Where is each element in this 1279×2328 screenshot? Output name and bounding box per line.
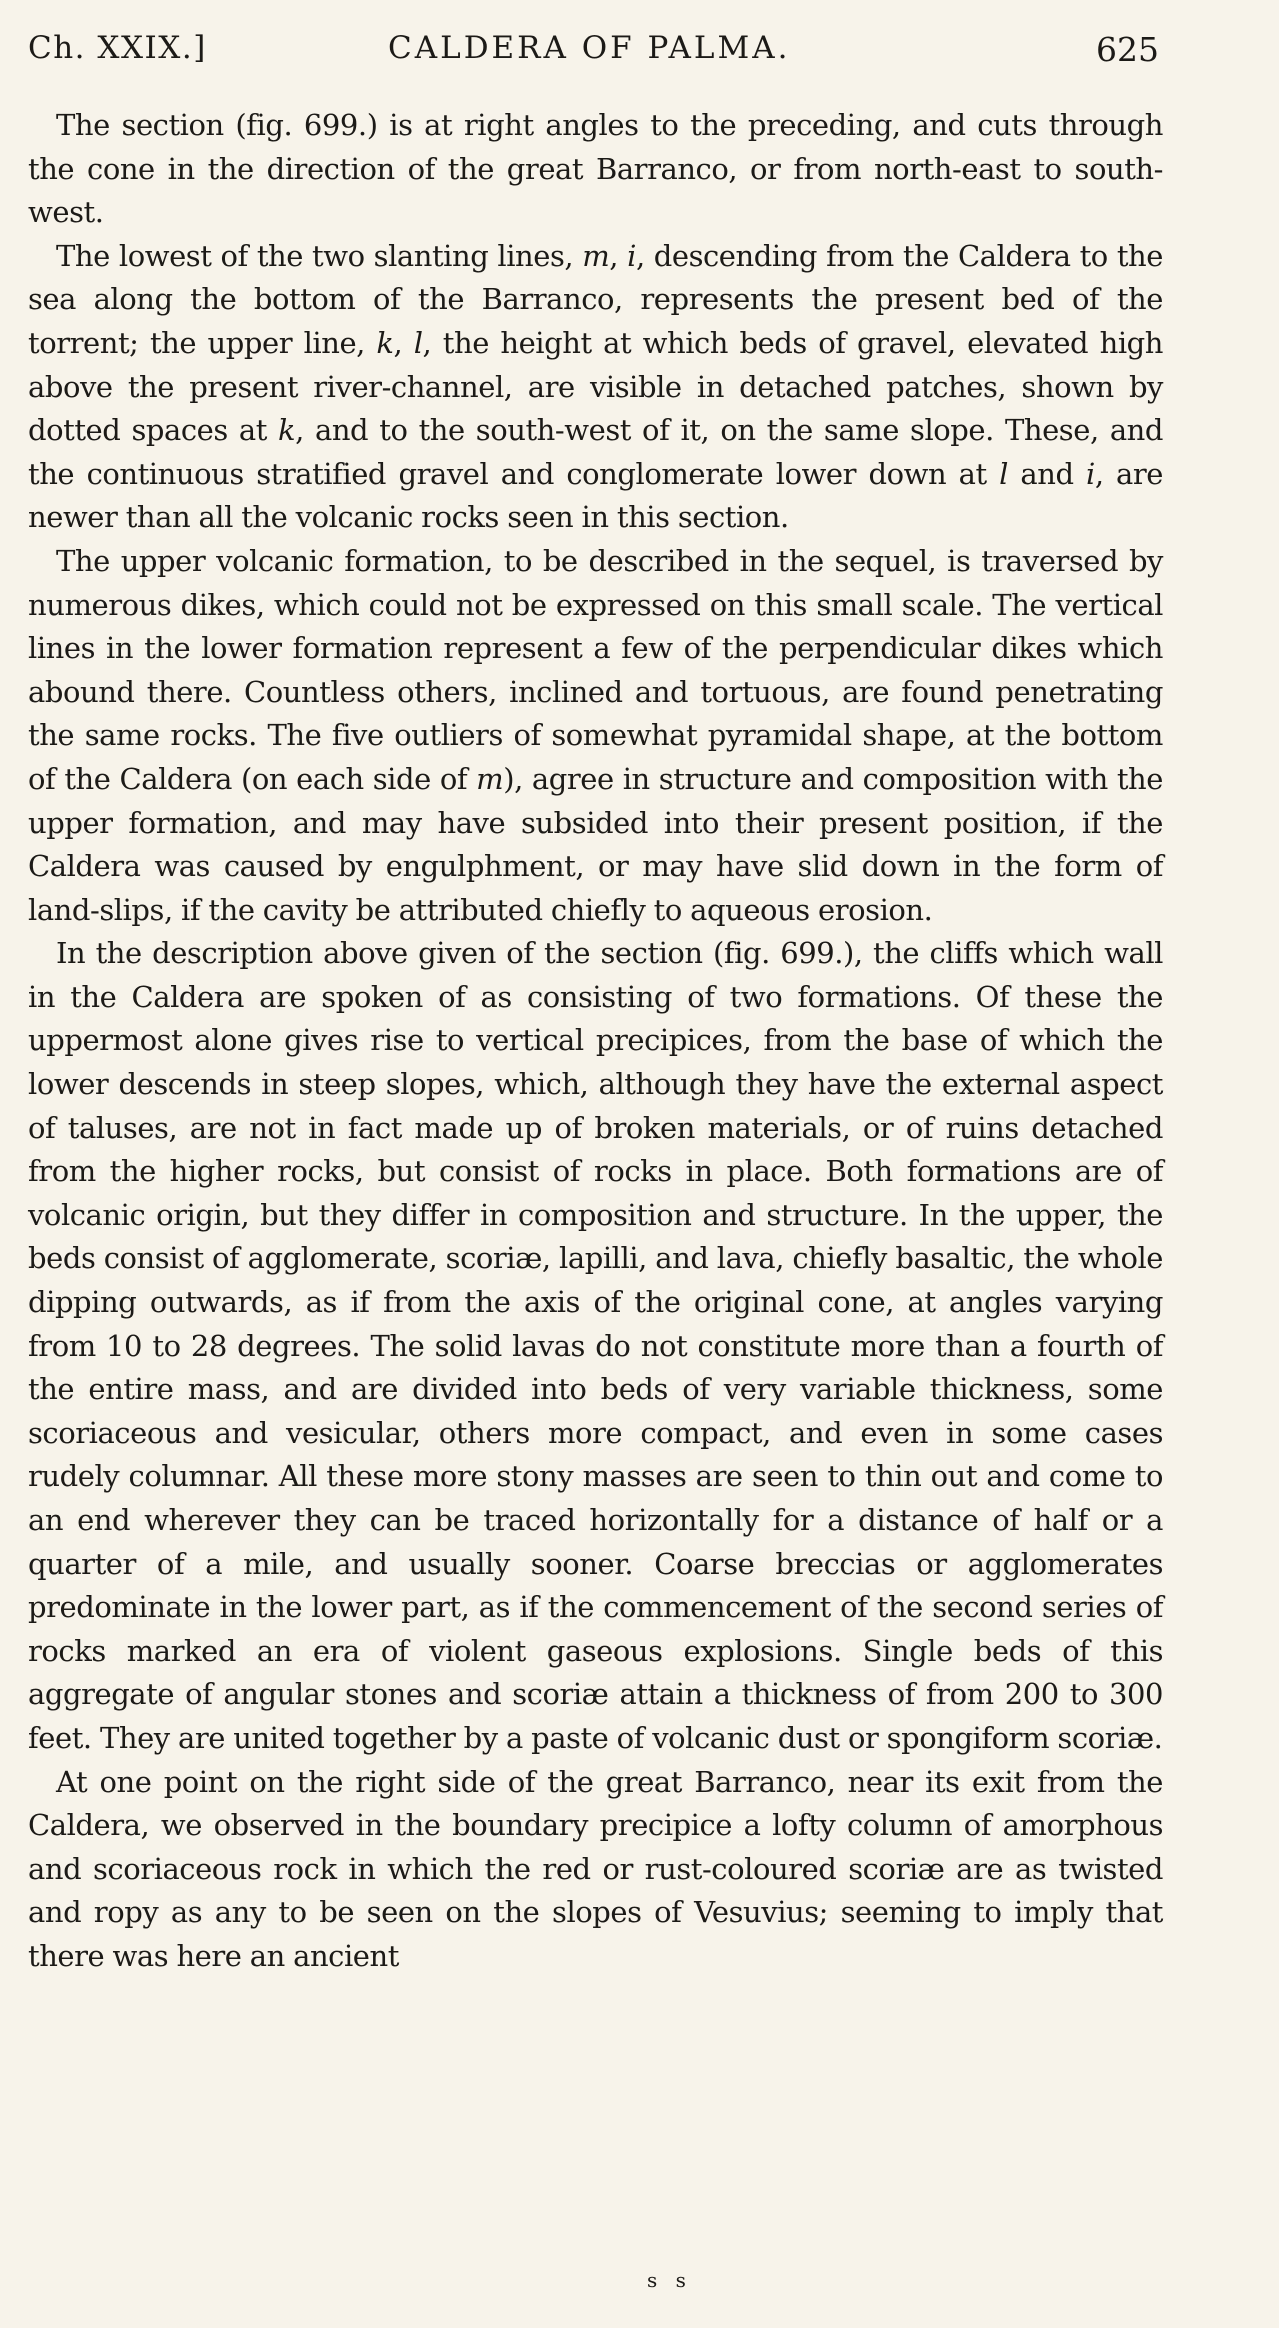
section-letter: k xyxy=(376,325,394,360)
running-title: CALDERA OF PALMA. xyxy=(388,30,791,66)
paragraph: The section (fig. 699.) is at right angles to the preceding, and cuts through the cone in the direction of the great Barranco, or from north-east to south-west. xyxy=(28,108,1163,230)
paragraph: The upper volcanic formation, to be described in the sequel, is traversed by numerous dikes, which could not be expressed on this small scale. The vertical lines in the lower formation represent a few of the perpendicular dikes which abound there. Countless others, inclined and tortuous, are found penetrating the same rocks. The five outliers of somewhat pyramidal shape, at the bottom of the Caldera (on each side of m), agree in structure and composition with the upper formation, and may have subsided into their present position, if the Caldera was caused by engulphment, or may have slid down in the form of land-slips, if the cavity be attributed chiefly to aqueous erosion. xyxy=(28,543,1163,927)
chapter-label: Ch. XXIX.] xyxy=(28,30,207,66)
body-text xyxy=(28,104,1163,1979)
paragraph: In the description above given of the section (fig. 699.), the cliffs which wall in the Caldera are spoken of as consisting of two formations. Of these the uppermost alone gives rise to vertical precipices, from the base of which the lower descends in steep slopes, which, although they have the external aspect of taluses, are not in fact made up of broken materials, or of ruins detached from the higher rocks, but consist of rocks in place. Both formations are of volcanic origin, but they differ in composition and structure. In the upper, the beds consist of agglomerate, scoriæ, lapilli, and lava, chiefly basaltic, the whole dipping outwards, as if from the axis of the original cone, at angles varying from 10 to 28 degrees. The solid lavas do not constitute more than a fourth of the entire mass, and are divided into beds of very variable thickness, some scoriaceous and vesicular, others more compact, and even in some cases rudely columnar. All these more stony masses are seen to thin out and come to an end wherever they can be traced horizontally for a distance of half or a quarter of a mile, and usually sooner. Coarse breccias or agglomerates predominate in the lower part, as if the commencement of the second series of rocks marked an era of violent gaseous explosions. Single beds of this aggregate of angular stones and scoriæ attain a thickness of from 200 to 300 feet. They are united together by a paste of volcanic dust or spongiform scoriæ. xyxy=(28,936,1163,1755)
section-letter: l xyxy=(413,325,423,360)
page-number: 625 xyxy=(1096,30,1159,69)
signature-mark: s s xyxy=(647,2268,692,2292)
paragraph: The lowest of the two slanting lines, m, i, descending from the Caldera to the sea along the bottom of the Barranco, represents the present bed of the torrent; the upper line, k, l, the height at which beds of gravel, elevated high above the present river-channel, are visible in detached patches, shown by dotted spaces at k, and to the south-west of it, on the same slope. These, and the continuous stratified gravel and conglomerate lower down at l and i, are newer than all the volcanic rocks seen in this section. xyxy=(28,238,1163,535)
section-letter: k xyxy=(278,413,296,448)
section-letter: m xyxy=(476,761,504,796)
paragraph: At one point on the right side of the great Barranco, near its exit from the Caldera, we observed in the boundary precipice a lofty column of amorphous and scoriaceous rock in which the red or rust-coloured scoriæ are as twisted and ropy as any to be seen on the slopes of Vesuvius; seeming to imply that there was here an ancient xyxy=(28,1764,1163,1973)
section-letter: l xyxy=(999,456,1008,491)
running-header xyxy=(28,30,1159,80)
section-letter: m xyxy=(582,238,610,273)
section-letter: i xyxy=(1086,456,1095,491)
section-letter: i xyxy=(627,238,636,273)
